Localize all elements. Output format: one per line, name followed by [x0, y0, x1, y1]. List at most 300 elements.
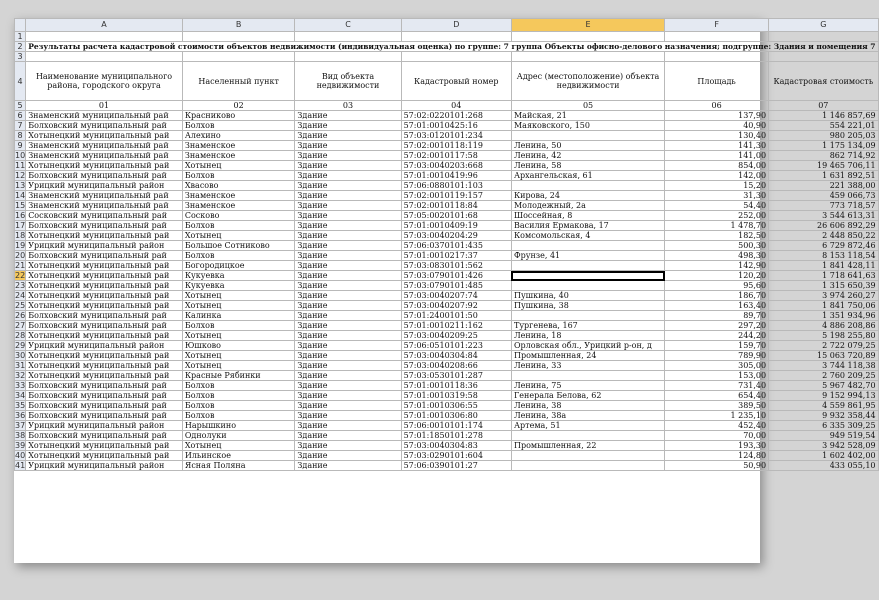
cell-c[interactable]: Здание: [295, 191, 401, 201]
cell-d[interactable]: 57:03:0830101:562: [401, 261, 511, 271]
cell-g[interactable]: 9 932 358,44: [769, 411, 878, 421]
cell-c[interactable]: Здание: [295, 251, 401, 261]
report-title[interactable]: Результаты расчета кадастровой стоимости объектов недвижимости (индивидуальная оценка) по группе: 7 группа Объекты офисно-делового назначения; подгруппе: Здания и помещения 7: [26, 42, 878, 52]
row-number[interactable]: 37: [15, 421, 26, 430]
cell-d[interactable]: 57:03:0290101:604: [401, 451, 511, 461]
cell-c[interactable]: Здание: [295, 261, 401, 271]
cell-c[interactable]: Здание: [295, 451, 401, 461]
cell-b[interactable]: Алехино: [182, 131, 295, 141]
cell-g[interactable]: 1 351 934,96: [769, 311, 878, 321]
cell-a[interactable]: Хотынецкий муниципальный рай: [26, 281, 183, 291]
cell-b[interactable]: Хотынец: [182, 351, 295, 361]
cell-g[interactable]: 862 714,92: [769, 151, 878, 161]
cell-f[interactable]: 182,50: [665, 231, 769, 241]
cell-c[interactable]: Здание: [295, 381, 401, 391]
cell-a[interactable]: Урицкий муниципальный район: [26, 461, 183, 471]
cell-b[interactable]: Красниково: [182, 111, 295, 121]
row-number[interactable]: 34: [15, 391, 26, 400]
row-number[interactable]: 22: [15, 271, 26, 280]
row-number[interactable]: 3: [15, 52, 26, 62]
column-header-e[interactable]: E: [511, 19, 664, 32]
cell-c[interactable]: Здание: [295, 291, 401, 301]
cell-e[interactable]: Ленина, 75: [511, 381, 664, 391]
cell-g[interactable]: 1 631 892,51: [769, 171, 878, 181]
cell-e[interactable]: Орловская обл., Урицкий р-он, д: [511, 341, 664, 351]
cell-g[interactable]: 554 221,01: [769, 121, 878, 131]
cell-f[interactable]: 137,90: [665, 111, 769, 121]
cell-d[interactable]: 57:03:0790101:426: [401, 271, 511, 281]
row-number[interactable]: 21: [15, 261, 26, 270]
cell-d[interactable]: 57:06:0510101:223: [401, 341, 511, 351]
cell-d[interactable]: 57:03:0040203:668: [401, 161, 511, 171]
cell-e[interactable]: [511, 461, 664, 471]
cell-d[interactable]: 57:03:0040209:25: [401, 331, 511, 341]
cell-c[interactable]: Здание: [295, 371, 401, 381]
cell-c[interactable]: Здание: [295, 231, 401, 241]
cell-d[interactable]: 57:06:0370101:435: [401, 241, 511, 251]
cell-b[interactable]: Богородицкое: [182, 261, 295, 271]
cell-d[interactable]: 57:02:0010118:119: [401, 141, 511, 151]
cell-a[interactable]: Хотынецкий муниципальный рай: [26, 451, 183, 461]
cell-f[interactable]: 500,30: [665, 241, 769, 251]
cell[interactable]: [665, 32, 769, 42]
row-number[interactable]: 23: [15, 281, 26, 290]
cell-a[interactable]: Болховский муниципальный рай: [26, 411, 183, 421]
row-number[interactable]: 27: [15, 321, 26, 330]
code-cell[interactable]: 01: [26, 101, 183, 111]
cell-c[interactable]: Здание: [295, 361, 401, 371]
cell-d[interactable]: 57:03:0040304:83: [401, 441, 511, 451]
cell-a[interactable]: Хотынецкий муниципальный рай: [26, 331, 183, 341]
cell-e[interactable]: Шоссейная, 8: [511, 211, 664, 221]
cell-f[interactable]: 141,30: [665, 141, 769, 151]
cell-g[interactable]: 26 606 892,29: [769, 221, 878, 231]
cell-d[interactable]: 57:03:0120101:234: [401, 131, 511, 141]
code-cell[interactable]: 06: [665, 101, 769, 111]
row-number[interactable]: 4: [15, 62, 26, 101]
cell-e[interactable]: Ленина, 33: [511, 361, 664, 371]
cell-f[interactable]: 89,70: [665, 311, 769, 321]
row-number[interactable]: 1: [15, 32, 26, 42]
cell-c[interactable]: Здание: [295, 401, 401, 411]
cell-c[interactable]: Здание: [295, 151, 401, 161]
cell-b[interactable]: Болхов: [182, 121, 295, 131]
cell[interactable]: [769, 52, 878, 62]
row-number[interactable]: 41: [15, 461, 26, 470]
cell-a[interactable]: Болховский муниципальный рай: [26, 251, 183, 261]
cell-e[interactable]: Промышленная, 24: [511, 351, 664, 361]
cell-b[interactable]: Ясная Поляна: [182, 461, 295, 471]
row-number[interactable]: 36: [15, 411, 26, 420]
cell-g[interactable]: 3 744 118,38: [769, 361, 878, 371]
cell-c[interactable]: Здание: [295, 391, 401, 401]
cell-a[interactable]: Урицкий муниципальный район: [26, 341, 183, 351]
cell-e[interactable]: Пушкина, 40: [511, 291, 664, 301]
row-number[interactable]: 8: [15, 131, 26, 141]
cell-e[interactable]: Ленина, 50: [511, 141, 664, 151]
cell-f[interactable]: 54,40: [665, 201, 769, 211]
cell-g[interactable]: 2 760 209,25: [769, 371, 878, 381]
column-header-g[interactable]: G: [769, 19, 878, 32]
cell-c[interactable]: Здание: [295, 181, 401, 191]
cell-a[interactable]: Болховский муниципальный рай: [26, 121, 183, 131]
row-number[interactable]: 25: [15, 301, 26, 310]
cell-e[interactable]: Пушкина, 38: [511, 301, 664, 311]
cell-f[interactable]: 120,20: [665, 271, 769, 281]
cell-a[interactable]: Болховский муниципальный рай: [26, 321, 183, 331]
cell-e[interactable]: Архангельская, 61: [511, 171, 664, 181]
cell-d[interactable]: 57:02:0010117:58: [401, 151, 511, 161]
cell-c[interactable]: Здание: [295, 351, 401, 361]
cell-e[interactable]: [511, 241, 664, 251]
cell-b[interactable]: Хотынец: [182, 331, 295, 341]
cell-f[interactable]: 244,20: [665, 331, 769, 341]
cell-b[interactable]: Болхов: [182, 391, 295, 401]
cell-c[interactable]: Здание: [295, 421, 401, 431]
cell-c[interactable]: Здание: [295, 311, 401, 321]
cell-g[interactable]: 1 602 402,00: [769, 451, 878, 461]
cell-f[interactable]: 305,00: [665, 361, 769, 371]
cell-f[interactable]: 789,90: [665, 351, 769, 361]
cell-b[interactable]: Болхов: [182, 221, 295, 231]
cell-d[interactable]: 57:02:0010118:84: [401, 201, 511, 211]
cell-a[interactable]: Знаменский муниципальный рай: [26, 151, 183, 161]
cell-a[interactable]: Хотынецкий муниципальный рай: [26, 301, 183, 311]
cell-d[interactable]: 57:01:0010211:162: [401, 321, 511, 331]
cell-f[interactable]: 1 478,70: [665, 221, 769, 231]
cell-g[interactable]: 1 315 650,39: [769, 281, 878, 291]
cell-f[interactable]: 142,00: [665, 171, 769, 181]
cell-d[interactable]: 57:02:0010119:157: [401, 191, 511, 201]
cell[interactable]: [295, 52, 401, 62]
cell[interactable]: [295, 32, 401, 42]
cell-e[interactable]: [511, 451, 664, 461]
cell[interactable]: [769, 32, 878, 42]
cell-g[interactable]: 221 388,00: [769, 181, 878, 191]
cell-e[interactable]: Тургенева, 167: [511, 321, 664, 331]
cell-g[interactable]: 6 729 872,46: [769, 241, 878, 251]
cell-g[interactable]: 2 448 850,22: [769, 231, 878, 241]
row-number[interactable]: 13: [15, 181, 26, 190]
cell-b[interactable]: Кукуевка: [182, 281, 295, 291]
cell-d[interactable]: 57:03:0040304:84: [401, 351, 511, 361]
row-number[interactable]: 7: [15, 121, 26, 131]
cell-b[interactable]: Хотынец: [182, 291, 295, 301]
cell-a[interactable]: Хотынецкий муниципальный рай: [26, 261, 183, 271]
cell-a[interactable]: Сосковский муниципальный рай: [26, 211, 183, 221]
column-header-d[interactable]: D: [401, 19, 511, 32]
cell-b[interactable]: Болхов: [182, 381, 295, 391]
column-header-c[interactable]: C: [295, 19, 401, 32]
cell-g[interactable]: 1 175 134,09: [769, 141, 878, 151]
row-number[interactable]: 24: [15, 291, 26, 300]
cell-g[interactable]: 1 146 857,69: [769, 111, 878, 121]
cell-e[interactable]: Маяковского, 150: [511, 121, 664, 131]
select-all-corner[interactable]: [15, 19, 26, 32]
cell-g[interactable]: 3 942 528,09: [769, 441, 878, 451]
cell-a[interactable]: Урицкий муниципальный район: [26, 241, 183, 251]
cell-e[interactable]: [511, 181, 664, 191]
row-number[interactable]: 19: [15, 241, 26, 250]
cell-g[interactable]: 3 544 613,31: [769, 211, 878, 221]
cell[interactable]: [26, 52, 183, 62]
cell-c[interactable]: Здание: [295, 221, 401, 231]
header-area[interactable]: Площадь: [665, 62, 769, 101]
row-number[interactable]: 5: [15, 101, 26, 111]
cell-f[interactable]: 141,00: [665, 151, 769, 161]
row-number[interactable]: 6: [15, 111, 26, 121]
cell-d[interactable]: 57:01:0010118:36: [401, 381, 511, 391]
cell[interactable]: [26, 32, 183, 42]
cell-c[interactable]: Здание: [295, 241, 401, 251]
cell-b[interactable]: Знаменское: [182, 151, 295, 161]
cell-a[interactable]: Хотынецкий муниципальный рай: [26, 271, 183, 281]
cell-c[interactable]: Здание: [295, 121, 401, 131]
cell-d[interactable]: 57:06:0390101:27: [401, 461, 511, 471]
cell-g[interactable]: 8 153 118,54: [769, 251, 878, 261]
row-number[interactable]: 10: [15, 151, 26, 160]
cell-f[interactable]: 1 235,10: [665, 411, 769, 421]
row-number[interactable]: 16: [15, 211, 26, 220]
cell[interactable]: [182, 52, 295, 62]
cell-c[interactable]: Здание: [295, 431, 401, 441]
cell-f[interactable]: 389,50: [665, 401, 769, 411]
cell-f[interactable]: 854,00: [665, 161, 769, 171]
cell-f[interactable]: 70,00: [665, 431, 769, 441]
row-number[interactable]: 20: [15, 251, 26, 260]
cell-f[interactable]: 163,40: [665, 301, 769, 311]
cell-g[interactable]: 980 205,03: [769, 131, 878, 141]
cell-b[interactable]: Однолуки: [182, 431, 295, 441]
cell[interactable]: [511, 52, 664, 62]
cell[interactable]: [182, 32, 295, 42]
cell-d[interactable]: 57:03:0040207:92: [401, 301, 511, 311]
header-cadastral-value[interactable]: Кадастровая стоимость: [769, 62, 878, 101]
row-number[interactable]: 18: [15, 231, 26, 240]
cell-a[interactable]: Знаменский муниципальный рай: [26, 111, 183, 121]
cell-e[interactable]: Ленина, 38: [511, 401, 664, 411]
code-cell[interactable]: 05: [511, 101, 664, 111]
cell-d[interactable]: 57:03:0790101:485: [401, 281, 511, 291]
cell-e[interactable]: [511, 281, 664, 291]
cell[interactable]: [665, 52, 769, 62]
cell-e[interactable]: Фрунзе, 41: [511, 251, 664, 261]
cell-d[interactable]: 57:01:0010319:58: [401, 391, 511, 401]
cell[interactable]: [401, 52, 511, 62]
row-number[interactable]: 26: [15, 311, 26, 320]
cell-e[interactable]: [511, 261, 664, 271]
cell-f[interactable]: 124,80: [665, 451, 769, 461]
cell-d[interactable]: 57:01:1850101:278: [401, 431, 511, 441]
header-settlement[interactable]: Населенный пункт: [182, 62, 295, 101]
code-cell[interactable]: 04: [401, 101, 511, 111]
cell-e[interactable]: Кирова, 24: [511, 191, 664, 201]
cell-e[interactable]: Артема, 51: [511, 421, 664, 431]
cell-a[interactable]: Болховский муниципальный рай: [26, 171, 183, 181]
column-header-f[interactable]: F: [665, 19, 769, 32]
cell-g[interactable]: 1 841 750,06: [769, 301, 878, 311]
row-number[interactable]: 2: [15, 42, 26, 52]
cell-b[interactable]: Хотынец: [182, 231, 295, 241]
header-address[interactable]: Адрес (местоположение) объекта недвижимости: [511, 62, 664, 101]
cell-g[interactable]: 1 718 641,63: [769, 271, 878, 281]
row-number[interactable]: 11: [15, 161, 26, 170]
cell-b[interactable]: Большое Сотниково: [182, 241, 295, 251]
cell-d[interactable]: 57:06:0010101:174: [401, 421, 511, 431]
cell-d[interactable]: 57:01:0010306:80: [401, 411, 511, 421]
cell-g[interactable]: 15 063 720,89: [769, 351, 878, 361]
cell-g[interactable]: 4 559 861,95: [769, 401, 878, 411]
cell-g[interactable]: 949 519,54: [769, 431, 878, 441]
cell-g[interactable]: 459 066,73: [769, 191, 878, 201]
cell-b[interactable]: Болхов: [182, 251, 295, 261]
cell-f[interactable]: 31,30: [665, 191, 769, 201]
cell-a[interactable]: Болховский муниципальный рай: [26, 401, 183, 411]
cell-b[interactable]: Красные Рябинки: [182, 371, 295, 381]
cell-b[interactable]: Болхов: [182, 321, 295, 331]
cell-c[interactable]: Здание: [295, 321, 401, 331]
cell-f[interactable]: 297,20: [665, 321, 769, 331]
cell-a[interactable]: Хотынецкий муниципальный рай: [26, 371, 183, 381]
cell-b[interactable]: Знаменское: [182, 141, 295, 151]
cell-c[interactable]: Здание: [295, 111, 401, 121]
cell-g[interactable]: 773 718,57: [769, 201, 878, 211]
row-number[interactable]: 29: [15, 341, 26, 350]
cell-f[interactable]: 498,30: [665, 251, 769, 261]
cell-b[interactable]: Хотынец: [182, 161, 295, 171]
cell-c[interactable]: Здание: [295, 301, 401, 311]
cell-b[interactable]: Болхов: [182, 411, 295, 421]
cell-a[interactable]: Хотынецкий муниципальный рай: [26, 291, 183, 301]
cell-e[interactable]: Ленина, 42: [511, 151, 664, 161]
cell-a[interactable]: Знаменский муниципальный рай: [26, 141, 183, 151]
cell-b[interactable]: Хотынец: [182, 361, 295, 371]
cell-g[interactable]: 2 722 079,25: [769, 341, 878, 351]
cell-g[interactable]: 433 055,10: [769, 461, 878, 471]
cell-d[interactable]: 57:01:0010419:96: [401, 171, 511, 181]
cell-c[interactable]: Здание: [295, 341, 401, 351]
cell-a[interactable]: Хотынецкий муниципальный рай: [26, 441, 183, 451]
cell-b[interactable]: Хотынец: [182, 441, 295, 451]
cell-c[interactable]: Здание: [295, 441, 401, 451]
cell-b[interactable]: Знаменское: [182, 191, 295, 201]
row-number[interactable]: 17: [15, 221, 26, 230]
cell-g[interactable]: 19 465 706,11: [769, 161, 878, 171]
cell-d[interactable]: 57:03:0040204:29: [401, 231, 511, 241]
cell-f[interactable]: 193,30: [665, 441, 769, 451]
cell-f[interactable]: 50,90: [665, 461, 769, 471]
cell-e[interactable]: Василия Ермакова, 17: [511, 221, 664, 231]
cell[interactable]: [511, 32, 664, 42]
cell-b[interactable]: Болхов: [182, 171, 295, 181]
cell-d[interactable]: 57:01:0010409:19: [401, 221, 511, 231]
cell-e[interactable]: Майская, 21: [511, 111, 664, 121]
cell-c[interactable]: Здание: [295, 331, 401, 341]
cell-f[interactable]: 654,40: [665, 391, 769, 401]
cell-e[interactable]: Комсомольская, 4: [511, 231, 664, 241]
cell[interactable]: [401, 32, 511, 42]
cell-a[interactable]: Хотынецкий муниципальный рай: [26, 131, 183, 141]
cell-b[interactable]: Юшково: [182, 341, 295, 351]
cell-f[interactable]: 130,40: [665, 131, 769, 141]
header-object-type[interactable]: Вид объекта недвижимости: [295, 62, 401, 101]
code-cell[interactable]: 03: [295, 101, 401, 111]
cell-e[interactable]: [511, 431, 664, 441]
cell-d[interactable]: 57:03:0040208:66: [401, 361, 511, 371]
cell-g[interactable]: 9 152 994,13: [769, 391, 878, 401]
cell-c[interactable]: Здание: [295, 271, 401, 281]
cell-g[interactable]: 5 967 482,70: [769, 381, 878, 391]
cell-d[interactable]: 57:01:0010306:55: [401, 401, 511, 411]
cell-b[interactable]: Нарышкино: [182, 421, 295, 431]
cell-b[interactable]: Болхов: [182, 401, 295, 411]
row-number[interactable]: 40: [15, 451, 26, 460]
cell-a[interactable]: Болховский муниципальный рай: [26, 431, 183, 441]
cell-b[interactable]: Хвасово: [182, 181, 295, 191]
header-district[interactable]: Наименование муниципального района, городского округа: [26, 62, 183, 101]
cell-d[interactable]: 57:01:0010217:37: [401, 251, 511, 261]
code-cell[interactable]: 02: [182, 101, 295, 111]
cell-f[interactable]: 95,60: [665, 281, 769, 291]
row-number[interactable]: 35: [15, 401, 26, 410]
cell-b[interactable]: Калинка: [182, 311, 295, 321]
cell-g[interactable]: 3 974 260,27: [769, 291, 878, 301]
cell-f[interactable]: 186,70: [665, 291, 769, 301]
cell-c[interactable]: Здание: [295, 161, 401, 171]
cell-f[interactable]: 159,70: [665, 341, 769, 351]
row-number[interactable]: 12: [15, 171, 26, 180]
cell-f[interactable]: 452,40: [665, 421, 769, 431]
cell-d[interactable]: 57:06:0880101:103: [401, 181, 511, 191]
cell-c[interactable]: Здание: [295, 171, 401, 181]
cell-f[interactable]: 142,90: [665, 261, 769, 271]
cell-e[interactable]: [511, 271, 664, 281]
row-number[interactable]: 15: [15, 201, 26, 210]
cell-d[interactable]: 57:03:0530101:287: [401, 371, 511, 381]
cell-a[interactable]: Хотынецкий муниципальный рай: [26, 161, 183, 171]
row-number[interactable]: 33: [15, 381, 26, 390]
cell-g[interactable]: 4 886 208,86: [769, 321, 878, 331]
header-cadastral-number[interactable]: Кадастровый номер: [401, 62, 511, 101]
cell-e[interactable]: [511, 131, 664, 141]
cell-e[interactable]: [511, 371, 664, 381]
row-number[interactable]: 31: [15, 361, 26, 370]
row-number[interactable]: 38: [15, 431, 26, 440]
column-header-a[interactable]: A: [26, 19, 183, 32]
cell-f[interactable]: 252,00: [665, 211, 769, 221]
cell-a[interactable]: Знаменский муниципальный рай: [26, 201, 183, 211]
cell-e[interactable]: [511, 311, 664, 321]
row-number[interactable]: 28: [15, 331, 26, 340]
cell-a[interactable]: Болховский муниципальный рай: [26, 381, 183, 391]
cell-e[interactable]: Молодежный, 2а: [511, 201, 664, 211]
cell-a[interactable]: Знаменский муниципальный рай: [26, 191, 183, 201]
cell-a[interactable]: Урицкий муниципальный район: [26, 421, 183, 431]
cell-d[interactable]: 57:01:0010425:16: [401, 121, 511, 131]
cell-a[interactable]: Хотынецкий муниципальный рай: [26, 231, 183, 241]
cell-b[interactable]: Сосково: [182, 211, 295, 221]
cell-e[interactable]: Промышленная, 22: [511, 441, 664, 451]
cell-e[interactable]: Ленина, 38а: [511, 411, 664, 421]
cell-c[interactable]: Здание: [295, 281, 401, 291]
cell-d[interactable]: 57:02:0220101:268: [401, 111, 511, 121]
cell-a[interactable]: Болховский муниципальный рай: [26, 391, 183, 401]
cell-f[interactable]: 731,40: [665, 381, 769, 391]
column-header-b[interactable]: B: [182, 19, 295, 32]
cell-a[interactable]: Болховский муниципальный рай: [26, 221, 183, 231]
cell-b[interactable]: Ильинское: [182, 451, 295, 461]
cell-f[interactable]: 40,90: [665, 121, 769, 131]
